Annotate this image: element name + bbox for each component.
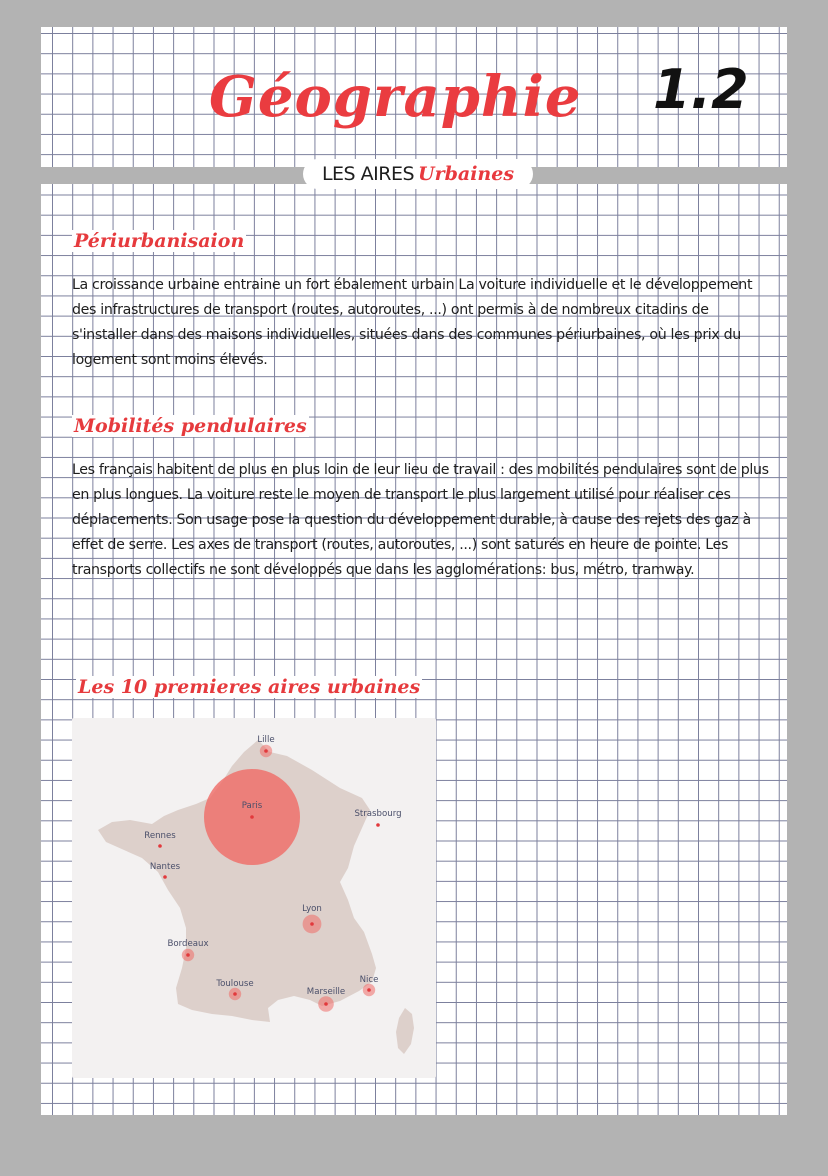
city-label-marseille: Marseille <box>306 987 346 997</box>
city-label-lyon: Lyon <box>302 904 322 914</box>
city-dot-toulouse <box>233 992 237 996</box>
city-label-paris: Paris <box>241 801 263 811</box>
city-label-rennes: Rennes <box>144 831 176 841</box>
chapter-number: 1.2 <box>653 58 749 121</box>
city-label-lille: Lille <box>257 735 275 745</box>
city-label-strasbourg: Strasbourg <box>354 809 402 819</box>
notebook-page <box>41 27 787 1115</box>
city-dot-nice <box>367 988 371 992</box>
city-dot-strasbourg <box>376 823 380 827</box>
section-heading-periurbanisation: Périurbanisaion <box>74 230 245 252</box>
city-label-nice: Nice <box>359 975 379 985</box>
corsica-landmass <box>396 1008 414 1054</box>
section-heading-aires-urbaines: Les 10 premieres aires urbaines <box>78 676 421 698</box>
city-dot-rennes <box>158 844 162 848</box>
city-dot-bordeaux <box>186 953 190 957</box>
section-text-periurbanisation: La croissance urbaine entraine un fort ébalement urbain La voiture individuelle et le développement des infrastructures de transport (routes, autoroutes, ...) ont permis à de nombreux citadins de s'installer dans des maisons individuelles, situées dans des communes périurbaines, où les prix du logement sont moins élevés. <box>72 277 753 368</box>
city-label-nantes: Nantes <box>149 862 181 872</box>
subtitle-plain: LES AIRES <box>321 163 415 185</box>
subtitle-banner <box>303 159 533 189</box>
city-dot-lille <box>264 749 268 753</box>
city-label-bordeaux: Bordeaux <box>167 939 209 949</box>
france-urban-areas-map <box>72 718 436 1078</box>
subtitle-accent: Urbaines <box>418 163 515 185</box>
city-dot-nantes <box>163 875 167 879</box>
section-heading-mobilites: Mobilités pendulaires <box>74 415 307 437</box>
section-text-mobilites: Les français habitent de plus en plus loin de leur lieu de travail : des mobilités pendulaires sont de plus en plus longues. La voiture reste le moyen de transport le plus largement utilisé pour réaliser ces déplacements. Son usage pose la question du développement durable, à cause des rejets des gaz à effet de serre. Les axes de transport (routes, autoroutes, ...) sont saturés en heure de pointe. Les transports collectifs ne sont développés que dans les agglomérations: bus, métro, tramway. <box>72 462 769 578</box>
city-dot-lyon <box>310 922 314 926</box>
city-dot-marseille <box>324 1002 328 1006</box>
city-label-toulouse: Toulouse <box>216 979 254 989</box>
map-svg <box>72 718 436 1078</box>
page-title: Géographie <box>209 64 582 130</box>
city-dot-paris <box>250 815 254 819</box>
